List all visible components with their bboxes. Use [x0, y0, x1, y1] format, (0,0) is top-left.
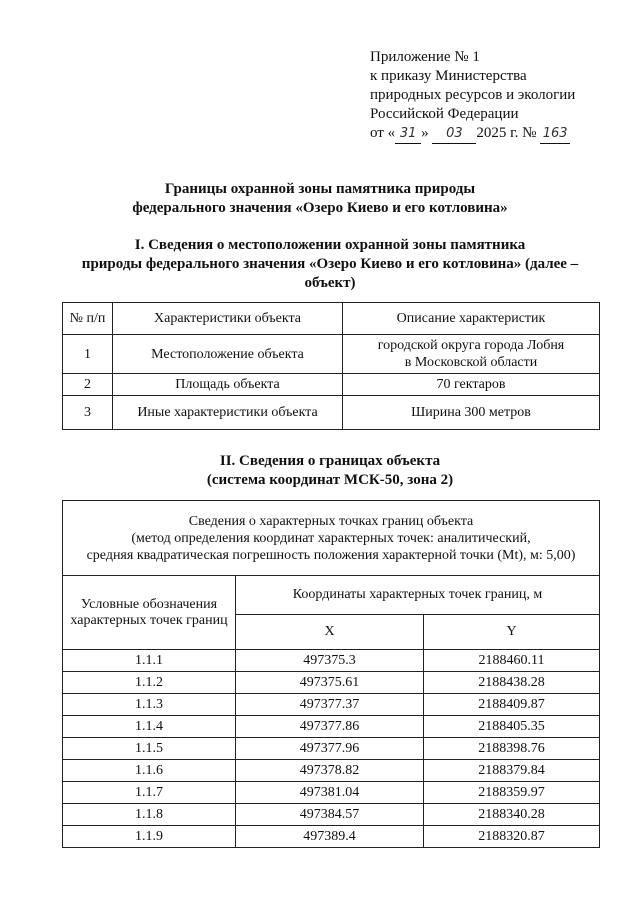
- coordinates-header: Координаты характерных точек границ, м: [236, 576, 600, 615]
- point-id: 1.1.4: [63, 716, 236, 738]
- handwritten-day: 31: [395, 124, 421, 144]
- caption-line: средняя квадратическая погрешность положения характерной точки (Mt), м: 5,00): [86, 547, 576, 563]
- table-header-row: [63, 303, 600, 335]
- row-number: 2: [63, 374, 113, 396]
- point-y: 2188359.97: [424, 782, 600, 804]
- section1-line: природы федерального значения «Озеро Киево и его котловина» (далее –: [81, 256, 579, 272]
- point-y: 2188379.84: [424, 760, 600, 782]
- x-header: X: [236, 615, 424, 650]
- table-row: [63, 760, 600, 782]
- point-x: 497377.37: [236, 694, 424, 716]
- row-description: 70 гектаров: [343, 374, 600, 396]
- row-description: [343, 335, 600, 374]
- points-header-line: характерных точек границ: [70, 612, 228, 628]
- point-id: 1.1.7: [63, 782, 236, 804]
- point-y: 2188409.87: [424, 694, 600, 716]
- date-mid: »: [421, 125, 429, 141]
- row-characteristic: Площадь объекта: [113, 374, 343, 396]
- appendix-date-line: [370, 124, 610, 144]
- section2-line: (система координат МСК-50, зона 2): [206, 472, 454, 488]
- appendix-line: Приложение № 1: [370, 49, 480, 65]
- caption-line: (метод определения координат характерных точек: аналитический,: [131, 530, 531, 546]
- row-number: 1: [63, 335, 113, 374]
- handwritten-month: 03: [432, 124, 476, 144]
- title-line: федерального значения «Озеро Киево и его котловина»: [132, 200, 508, 216]
- point-x: 497381.04: [236, 782, 424, 804]
- points-header-line: Условные обозначения: [80, 596, 218, 612]
- title-line: Границы охранной зоны памятника природы: [164, 181, 476, 197]
- handwritten-order-number: 163: [540, 124, 570, 144]
- table-row: [63, 694, 600, 716]
- appendix-line: Российской Федерации: [370, 106, 519, 122]
- point-id: 1.1.1: [63, 650, 236, 672]
- document-title: [0, 180, 640, 218]
- row-description: Ширина 300 метров: [343, 396, 600, 430]
- point-id: 1.1.5: [63, 738, 236, 760]
- point-y: 2188460.11: [424, 650, 600, 672]
- section2-line: II. Сведения о границах объекта: [219, 453, 441, 469]
- coordinates-header-row: [63, 576, 600, 615]
- point-x: 497377.86: [236, 716, 424, 738]
- point-id: 1.1.2: [63, 672, 236, 694]
- header-cell: Описание характеристик: [343, 303, 600, 335]
- point-y: 2188340.28: [424, 804, 600, 826]
- appendix-block: [370, 48, 610, 144]
- location-table: [62, 302, 600, 430]
- header-cell: Характеристики объекта: [113, 303, 343, 335]
- row-characteristic: Иные характеристики объекта: [113, 396, 343, 430]
- appendix-line: природных ресурсов и экологии: [370, 87, 576, 103]
- table-row: [63, 804, 600, 826]
- point-x: 497375.61: [236, 672, 424, 694]
- point-y: 2188405.35: [424, 716, 600, 738]
- date-prefix: от «: [370, 125, 396, 141]
- table-row: [63, 738, 600, 760]
- point-x: 497378.82: [236, 760, 424, 782]
- section1-line: I. Сведения о местоположении охранной зоны памятника: [134, 237, 526, 253]
- point-y: 2188320.87: [424, 826, 600, 848]
- header-cell: № п/п: [63, 303, 113, 335]
- table-row: [63, 335, 600, 374]
- row-characteristic: Местоположение объекта: [113, 335, 343, 374]
- section2-heading: [60, 452, 600, 490]
- point-x: 497389.4: [236, 826, 424, 848]
- point-x: 497384.57: [236, 804, 424, 826]
- caption-line: Сведения о характерных точках границ объекта: [188, 513, 474, 529]
- point-y: 2188398.76: [424, 738, 600, 760]
- table-row: [63, 826, 600, 848]
- coordinates-table: [62, 500, 600, 848]
- section1-heading: [60, 236, 600, 293]
- point-id: 1.1.6: [63, 760, 236, 782]
- point-y: 2188438.28: [424, 672, 600, 694]
- point-x: 497377.96: [236, 738, 424, 760]
- coordinates-caption-row: [63, 501, 600, 576]
- description-line: городской округа города Лобня: [377, 338, 565, 353]
- table-row: [63, 650, 600, 672]
- points-header: [63, 576, 236, 650]
- coordinates-caption: [63, 501, 600, 576]
- section1-line: объект): [304, 275, 356, 291]
- point-id: 1.1.8: [63, 804, 236, 826]
- table-row: [63, 374, 600, 396]
- date-year: 2025 г. №: [476, 125, 537, 141]
- y-header: Y: [424, 615, 600, 650]
- row-number: 3: [63, 396, 113, 430]
- table-row: [63, 396, 600, 430]
- table-row: [63, 672, 600, 694]
- point-id: 1.1.9: [63, 826, 236, 848]
- point-id: 1.1.3: [63, 694, 236, 716]
- appendix-line: к приказу Министерства: [370, 68, 527, 84]
- table-row: [63, 782, 600, 804]
- table-row: [63, 716, 600, 738]
- description-line: в Московской области: [404, 355, 538, 370]
- point-x: 497375.3: [236, 650, 424, 672]
